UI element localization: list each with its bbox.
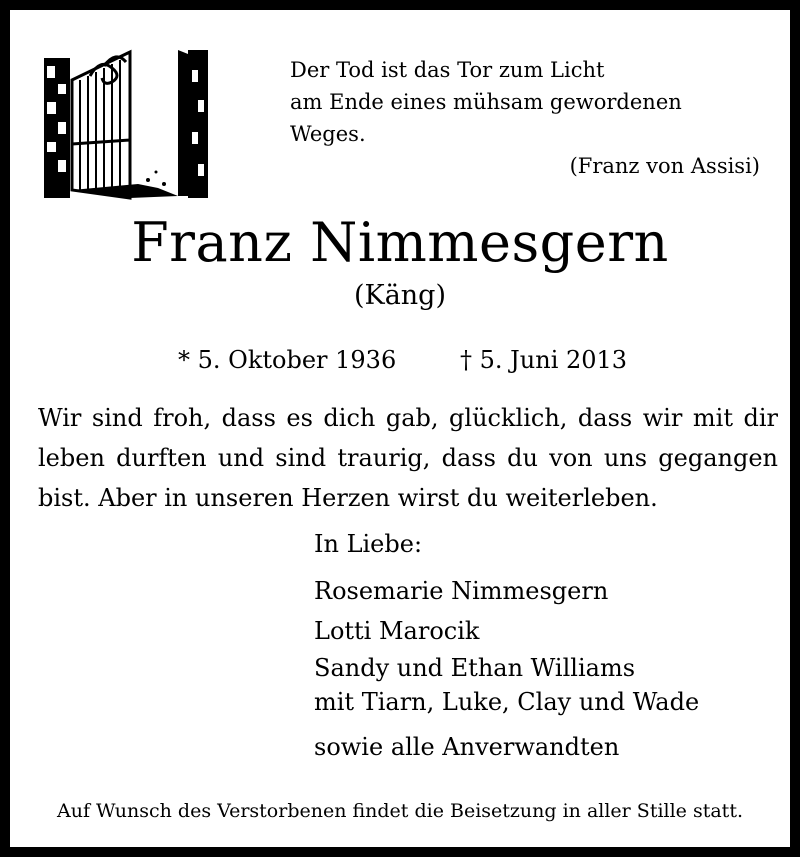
family-member: Rosemarie Nimmesgern xyxy=(314,577,609,605)
family-signature xyxy=(314,525,774,767)
family-member: sowie alle Anverwandten xyxy=(314,733,620,761)
life-dates xyxy=(10,342,790,378)
family-member: Lotti Marocik xyxy=(314,617,480,645)
deceased-nickname: (Käng) xyxy=(353,280,446,311)
death-date: † 5. Juni 2013 xyxy=(460,346,628,374)
birth-date: * 5. Oktober 1936 xyxy=(178,346,397,374)
open-gate-icon xyxy=(38,40,210,200)
family-label: In Liebe: xyxy=(314,530,423,558)
tribute-text: Wir sind froh, dass es dich gab, glücklich, dass wir mit dir leben durften und sind traurig, dass du von uns gegangen bist. Aber in unseren Herzen wirst du weiterleben. xyxy=(38,404,778,512)
quote-author: (Franz von Assisi) xyxy=(569,154,760,178)
family-member: mit Tiarn, Luke, Clay und Wade xyxy=(314,688,700,716)
deceased-name: Franz Nimmesgern xyxy=(131,211,669,274)
quote-line-1: Der Tod ist das Tor zum Licht xyxy=(290,58,605,82)
family-member: Sandy und Ethan Williams xyxy=(314,654,636,682)
epigraph-quote xyxy=(280,54,760,182)
quote-line-2: am Ende eines mühsam gewordenen Weges. xyxy=(290,90,682,146)
burial-notice: Auf Wunsch des Verstorbenen findet die Beisetzung in aller Stille statt. xyxy=(56,800,743,822)
